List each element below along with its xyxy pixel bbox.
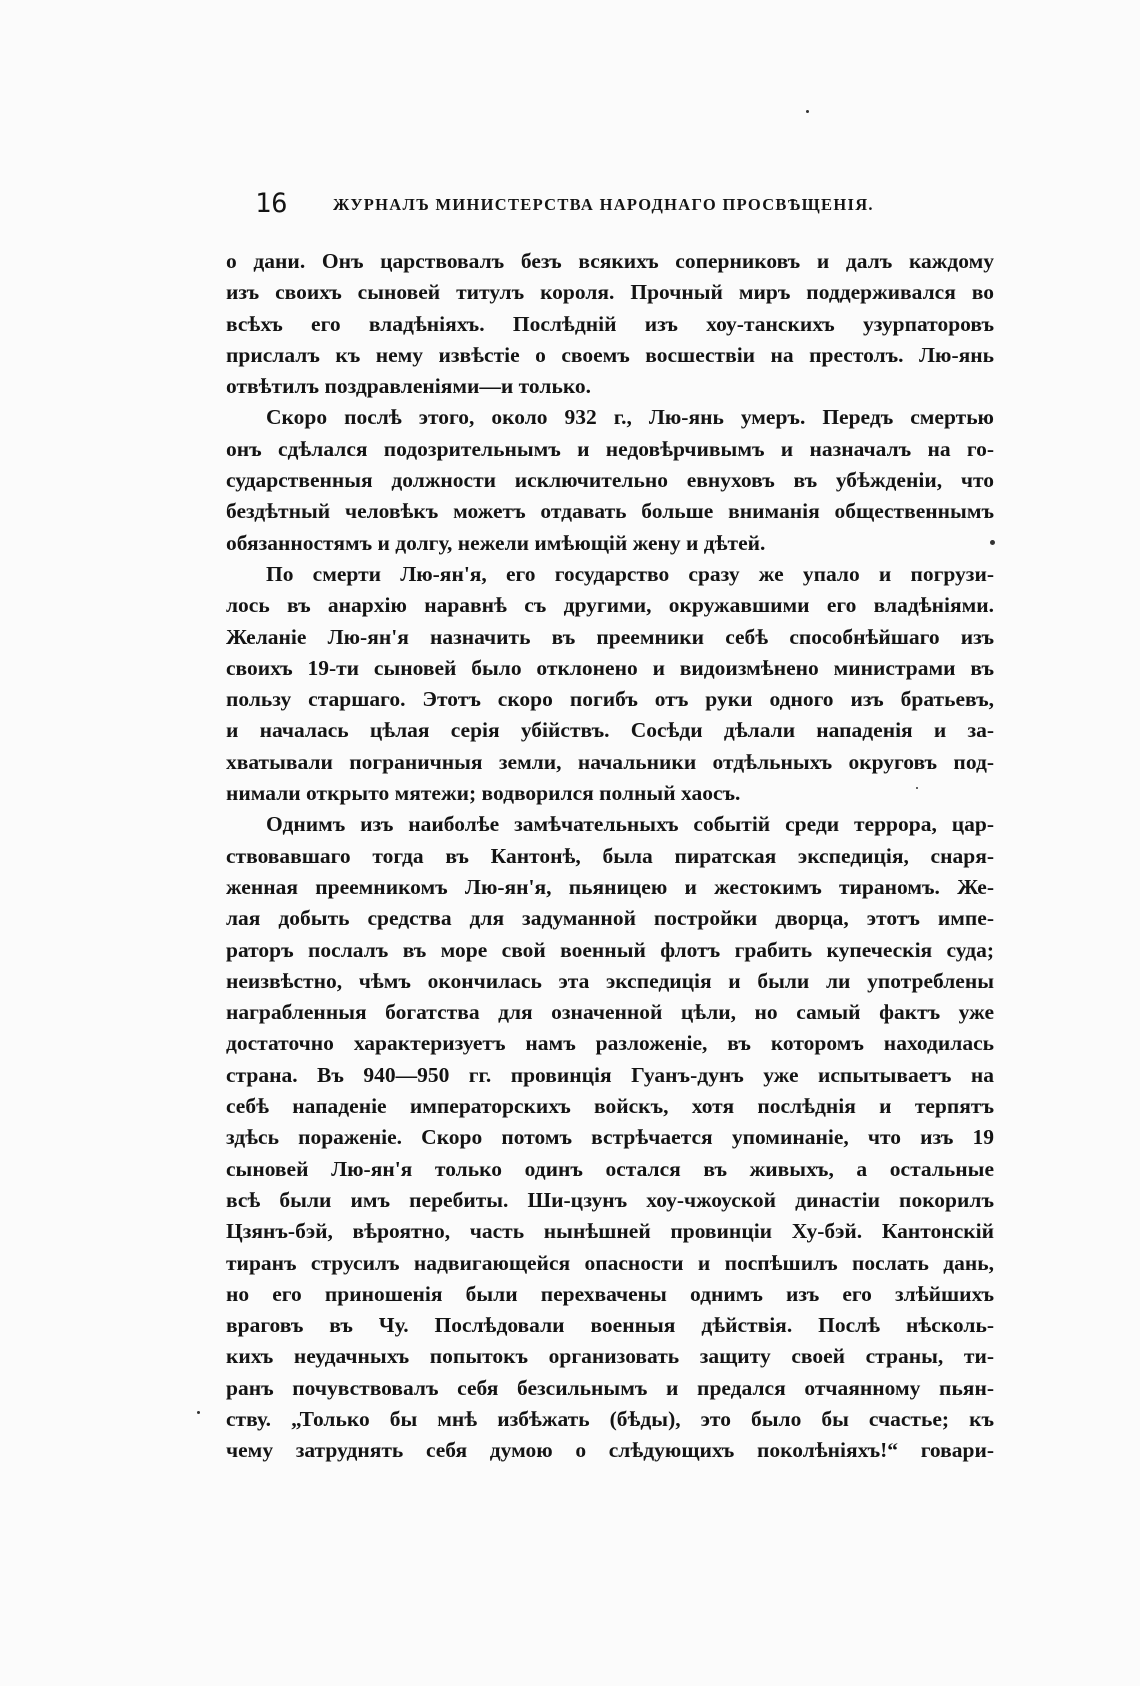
text-line: всѣхъ его владѣніяхъ. Послѣдній изъ хоу-танскихъ узурпаторовъ — [226, 311, 994, 336]
text-line: ству. „Только бы мнѣ избѣжать (бѣды), это было бы счастье; къ — [226, 1406, 994, 1431]
text-line: враговъ въ Чу. Послѣдовали военныя дѣйствія. Послѣ нѣсколь- — [226, 1313, 994, 1338]
text-line: но его приношенія были перехвачены однимъ изъ его злѣйшихъ — [226, 1281, 994, 1306]
scan-speck — [990, 540, 995, 545]
text-line: себѣ нападеніе императорскихъ войскъ, хотя послѣднія и терпятъ — [226, 1094, 994, 1119]
text-line: Желаніе Лю-ян'я назначить въ преемники себѣ способнѣйшаго изъ — [226, 624, 994, 649]
text-line: пользу старшаго. Этотъ скоро погибъ отъ руки одного изъ братьевъ, — [226, 687, 994, 712]
text-line: и началась цѣлая серія убійствъ. Сосѣди дѣлали нападенія и за- — [226, 718, 994, 743]
text-line: изъ своихъ сыновей титулъ короля. Прочный миръ поддерживался во — [226, 280, 994, 305]
text-line: лая добыть средства для задуманной постройки дворца, этотъ импе- — [226, 906, 994, 931]
text-line: своихъ 19-ти сыновей было отклонено и видоизмѣнено министрами въ — [226, 655, 994, 680]
text-line: онъ сдѣлался подозрительнымъ и недовѣрчивымъ и назначалъ на го- — [226, 436, 994, 461]
body-text — [226, 246, 994, 1467]
text-line: нимали открыто мятежи; водворился полный хаосъ. — [226, 781, 741, 806]
text-line: обязанностямъ и долгу, нежели имѣющій жену и дѣтей. — [226, 530, 766, 555]
text-line: ствовавшаго тогда въ Кантонѣ, была пиратская экспедиція, снаря- — [226, 843, 994, 868]
text-line: кихъ неудачныхъ попытокъ организовать защиту своей страны, ти- — [226, 1344, 994, 1369]
text-line: хватывали пограничныя земли, начальники отдѣльныхъ округовъ под- — [226, 749, 994, 774]
text-line: ранъ почувствовалъ себя безсильнымъ и предался отчаянному пьян- — [226, 1375, 994, 1400]
text-line: о дани. Онъ царствовалъ безъ всякихъ соперниковъ и далъ каждому — [226, 249, 994, 273]
text-line: неизвѣстно, чѣмъ окончилась эта экспедиція и были ли употреблены — [226, 968, 994, 993]
text-line: прислалъ къ нему извѣстіе о своемъ восшествіи на престолъ. Лю-янь — [226, 342, 994, 367]
scan-speck — [806, 110, 809, 113]
text-line: раторъ послалъ въ море свой военный флотъ грабить купеческія суда; — [226, 937, 994, 962]
text-line: здѣсь пораженіе. Скоро потомъ встрѣчается упоминаніе, что изъ 19 — [226, 1125, 994, 1150]
text-line: сыновей Лю-ян'я только одинъ остался въ живыхъ, а остальные — [226, 1156, 994, 1181]
text-line: чему затруднять себя думою о слѣдующихъ поколѣніяхъ!“ говари- — [226, 1438, 994, 1463]
scan-speck — [197, 1411, 200, 1414]
page-number: 16 — [255, 188, 288, 219]
page-header — [255, 186, 997, 222]
text-line: тиранъ струсилъ надвигающейся опасности и поспѣшилъ послать дань, — [226, 1250, 994, 1275]
scan-speck — [916, 787, 918, 789]
running-title: ЖУРНАЛЪ МИНИСТЕРСТВА НАРОДНАГО ПРОСВѢЩЕНІЯ. — [333, 195, 874, 214]
text-line: По смерти Лю-ян'я, его государство сразу же упало и погрузи- — [266, 561, 994, 586]
text-line: бездѣтный человѣкъ можетъ отдавать больше вниманія общественнымъ — [226, 499, 994, 524]
text-line: Скоро послѣ этого, около 932 г., Лю-янь умеръ. Передъ смертью — [266, 405, 994, 430]
text-line: страна. Въ 940—950 гг. провинція Гуанъ-дунъ уже испытываетъ на — [226, 1062, 994, 1087]
text-line: достаточно характеризуетъ намъ разложеніе, въ которомъ находилась — [226, 1031, 994, 1056]
text-line: отвѣтилъ поздравленіями—и только. — [226, 374, 592, 399]
text-line: лось въ анархію наравнѣ съ другими, окружавшими его владѣніями. — [226, 593, 994, 618]
text-line: женная преемникомъ Лю-ян'я, пьяницею и жестокимъ тираномъ. Же- — [226, 874, 994, 899]
text-line: Цзянъ-бэй, вѣроятно, часть нынѣшней провинціи Ху-бэй. Кантонскій — [226, 1219, 994, 1244]
text-line: всѣ были имъ перебиты. Ши-цзунъ хоу-чжоуской династіи покорилъ — [226, 1187, 994, 1212]
text-line: награбленныя богатства для означенной цѣли, но самый фактъ уже — [226, 1000, 994, 1025]
text-line: сударственныя должности исключительно евнуховъ въ убѣжденіи, что — [226, 468, 994, 493]
text-line: Однимъ изъ наиболѣе замѣчательныхъ событій среди террора, цар- — [266, 812, 994, 837]
